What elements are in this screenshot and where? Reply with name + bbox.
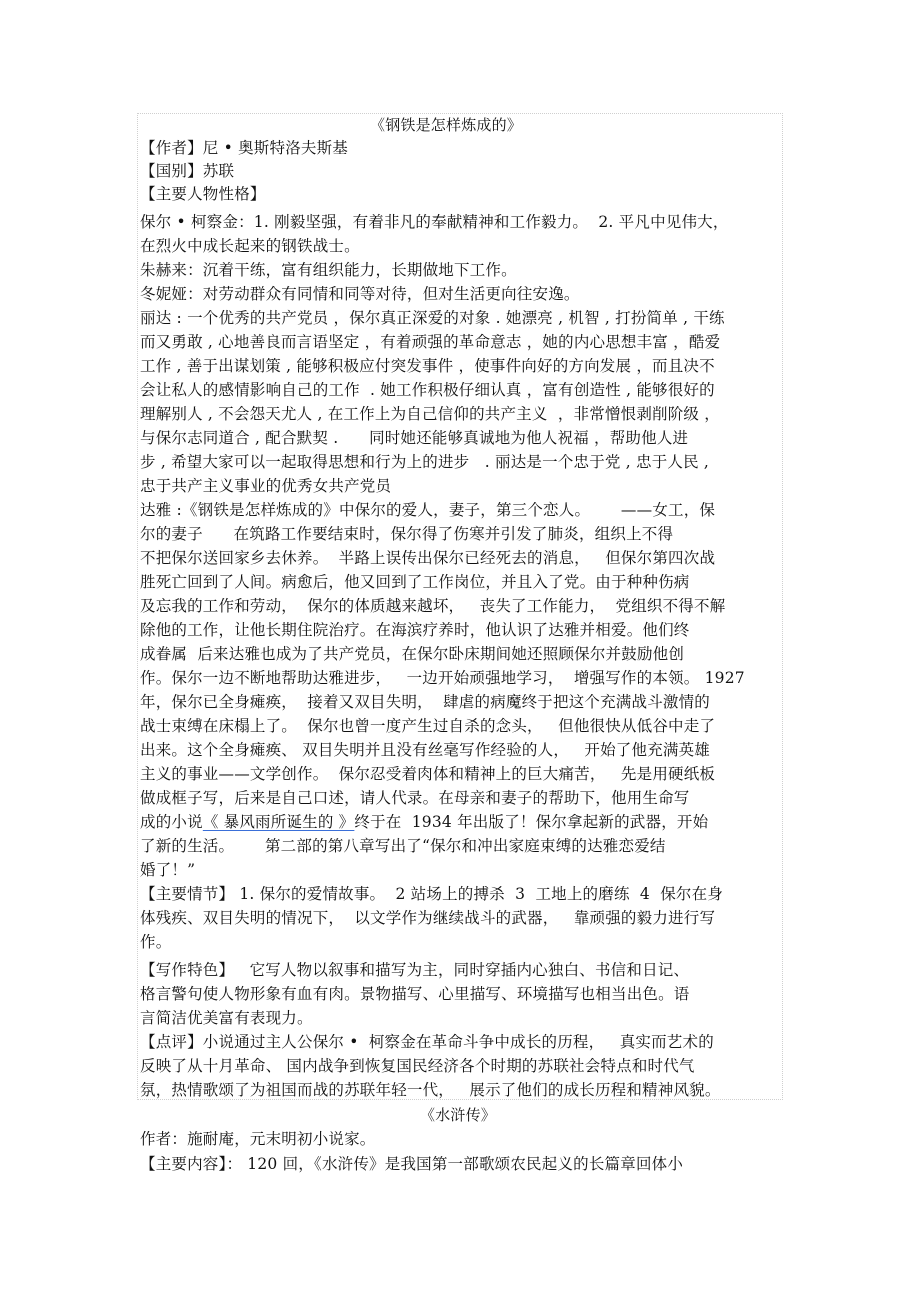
paragraph-line: 年，保尔已全身瘫痪， 接着又双目失明， 肆虐的病魔终于把这个充满战斗激情的 — [140, 693, 711, 711]
book2-author-line: 作者：施耐庵，元末明初小说家。 — [140, 1130, 376, 1148]
paragraph-line: 而又勇敢 , 心地善良而言语坚定 ，有着顽强的革命意志 ，她的内心思想丰富 ，酷爱 — [140, 333, 721, 351]
paragraph-line: 作。保尔一边不断地帮助达雅进步， 一边开始顽强地学习， 增强写作的本领。 1927 — [140, 669, 745, 687]
paragraph-line: 主义的事业——文学创作。 保尔忍受着肉体和精神上的巨大痛苦， 先是用硬纸板 — [140, 765, 716, 783]
review-line: 氛，热情歌颂了为祖国而战的苏联年轻一代， 展示了他们的成长历程和精神风貌。 — [140, 1081, 721, 1099]
paragraph-line: 胜死亡回到了人间。病愈后，他又回到了工作岗位，并且入了党。由于种种伤病 — [140, 573, 690, 591]
paragraph-line: 理解别人 , 不会怨天尤人 , 在工作上为自己信仰的共产主义 ，非常憎恨剥削阶级 ， — [140, 405, 720, 423]
review-line: 反映了从十月革命、 国内战争到恢复国民经济各个时期的苏联社会特点和时代气 — [140, 1057, 695, 1075]
country-line: 【国别】苏联 — [140, 162, 235, 180]
paragraph-line: 忠于共产主义事业的优秀女共产党员 — [140, 477, 392, 495]
paragraph-line: 了新的生活。 第二部的第八章写出了“保尔和冲出家庭束缚的达雅恋爱结 — [140, 837, 666, 855]
characters-heading: 【主要人物性格】 — [140, 185, 266, 203]
style-line: 【写作特色】 它写人物以叙事和描写为主，同时穿插内心独白、书信和日记、 — [140, 961, 690, 979]
link-suffix: 终于在 1934 年出版了！保尔拿起新的武器，开始 — [354, 813, 709, 831]
paragraph-line: 做成框子写，后来是自己口述，请人代录。在母亲和妻子的帮助下，他用生命写 — [140, 789, 690, 807]
paragraph-line: 与保尔志同道合 , 配合默契 . 同时她还能够真诚地为他人祝福 ，帮助他人进 — [140, 429, 689, 447]
novel-link[interactable]: 《 暴风雨所诞生的 》 — [202, 813, 355, 831]
paragraph-line: 成眷属 后来达雅也成为了共产党员，在保尔卧床期间她还照顾保尔并鼓励他创 — [140, 645, 685, 663]
review-line: 【点评】小说通过主人公保尔 • 柯察金在革命斗争中成长的历程， 真实而艺术的 — [140, 1033, 714, 1051]
paragraph-line: 步 , 希望大家可以一起取得思想和行为上的进步 . 丽达是一个忠于党 , 忠于人民 , — [140, 453, 710, 471]
paragraph-line: 出来。这个全身瘫痪、 双目失明并且没有丝毫写作经验的人， 开始了他充满英雄 — [140, 741, 711, 759]
plot-line: 作。 — [140, 933, 172, 951]
book2-title: 《水浒传》 — [420, 1106, 497, 1124]
paragraph-line: 婚了！” — [140, 861, 196, 879]
paragraph-line-with-link — [140, 811, 708, 833]
paragraph-line: 丽达 : 一个优秀的共产党员 ，保尔真正深爱的对象 . 她漂亮 , 机智 , 打扮简单 , 干练 — [140, 309, 725, 327]
plot-line: 【主要情节】 1. 保尔的爱情故事。 2 站场上的搏杀 3 工地上的磨练 4 保尔在身 — [140, 885, 724, 903]
paragraph-line: 在烈火中成长起来的钢铁战士。 — [140, 237, 360, 255]
style-line: 格言警句使人物形象有血有肉。景物描写、心里描写、环境描写也相当出色。语 — [140, 985, 690, 1003]
link-prefix: 成的小说 — [140, 813, 203, 831]
paragraph-line: 尔的妻子 在筑路工作要结束时，保尔得了伤寒并引发了肺炎，组织上不得 — [140, 525, 674, 543]
paragraph-line: 朱赫来：沉着干练，富有组织能力，长期做地下工作。 — [140, 261, 517, 279]
book2-content-line: 【主要内容】： 120 回，《水浒传》是我国第一部歌颂农民起义的长篇章回体小 — [140, 1155, 684, 1173]
paragraph-line: 保尔 • 柯察金：1. 刚毅坚强，有着非凡的奉献精神和工作毅力。 2. 平凡中见伟大， — [140, 213, 729, 231]
paragraph-line: 不把保尔送回家乡去休养。 半路上误传出保尔已经死去的消息， 但保尔第四次战 — [140, 549, 716, 567]
style-line: 言简洁优美富有表现力。 — [140, 1009, 313, 1027]
paragraph-line: 除他的工作，让他长期住院治疗。在海滨疗养时，他认识了达雅并相爱。他们终 — [140, 621, 690, 639]
author-line: 【作者】尼 • 奥斯特洛夫斯基 — [140, 139, 348, 157]
plot-line: 体残疾、双目失明的情况下， 以文学作为继续战斗的武器， 靠顽强的毅力进行写 — [140, 909, 716, 927]
paragraph-line: 工作 , 善于出谋划策 , 能够积极应付突发事件 ，使事件向好的方向发展 ，而且决不 — [140, 357, 715, 375]
paragraph-line: 战士束缚在床榻上了。 保尔也曾一度产生过自杀的念头， 但他很快从低谷中走了 — [140, 717, 716, 735]
paragraph-line: 冬妮娅：对劳动群众有同情和同等对待，但对生活更向往安逸。 — [140, 285, 580, 303]
paragraph-line: 达雅 :《钢铁是怎样炼成的》中保尔的爱人，妻子，第三个恋人。 ——女工，保 — [140, 501, 716, 519]
book-title: 《钢铁是怎样炼成的》 — [370, 116, 523, 134]
paragraph-line: 会让私人的感情影响自己的工作 . 她工作积极仔细认真 ，富有创造性 , 能够很好的 — [140, 381, 715, 399]
paragraph-line: 及忘我的工作和劳动， 保尔的体质越来越坏， 丧失了工作能力， 党组织不得不解 — [140, 597, 726, 615]
